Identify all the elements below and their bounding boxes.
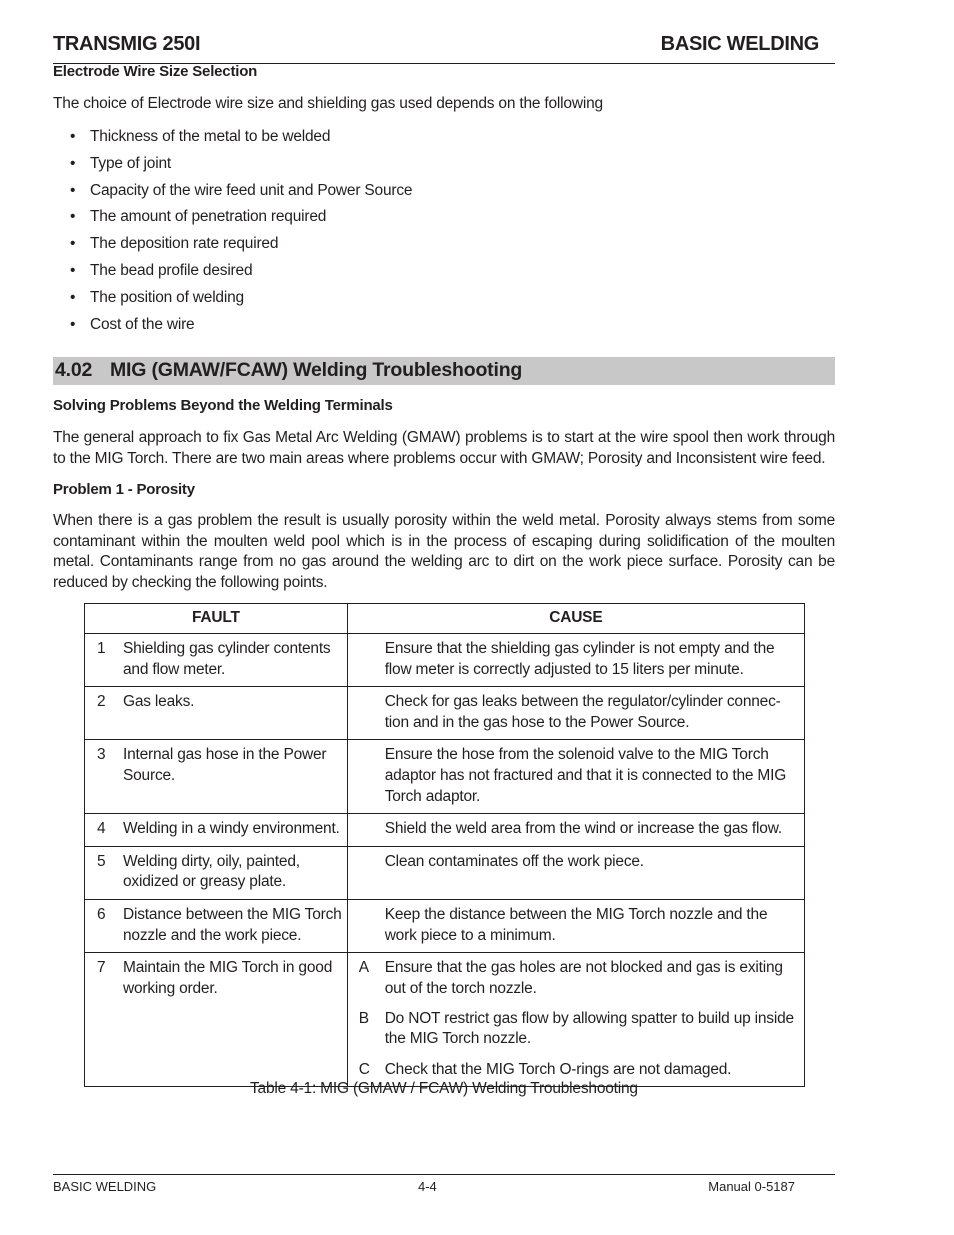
- cause-item: [348, 1060, 802, 1081]
- fault-text: Internal gas hose in the Power Source.: [123, 746, 327, 784]
- cause-text: Shield the weld area from the wind or increase the gas flow.: [384, 820, 782, 838]
- cause-text: Ensure the hose from the solenoid valve to the MIG Torch adaptor has not fractured and that it is connected to the MIG Torch adaptor.: [384, 746, 787, 805]
- fault-cell: [85, 846, 348, 899]
- cause-cell: [347, 846, 804, 899]
- fault-number: 3: [97, 746, 106, 764]
- list-item: • Capacity of the wire feed unit and Power Source: [70, 181, 412, 208]
- fault-cell: [85, 814, 348, 847]
- table-row: [85, 740, 805, 814]
- table-header-row: [85, 604, 805, 634]
- cause-cell: [347, 687, 804, 740]
- fault-cell: [85, 899, 348, 952]
- solving-heading: Solving Problems Beyond the Welding Terminals: [53, 397, 393, 414]
- fault-column-header: FAULT: [85, 604, 348, 634]
- page-number: 4-4: [418, 1179, 437, 1194]
- section-number: 4.02: [55, 359, 93, 381]
- electrode-heading: Electrode Wire Size Selection: [53, 63, 258, 80]
- table-row: [85, 846, 805, 899]
- fault-text: Gas leaks.: [123, 693, 195, 711]
- cause-text: Check for gas leaks between the regulator/cylinder connec-tion and in the gas hose to the Power Source.: [384, 693, 781, 731]
- electrode-factor-list: [70, 127, 412, 341]
- section-title-text: MIG (GMAW/FCAW) Welding Troubleshooting: [110, 359, 523, 381]
- list-item: • The deposition rate required: [70, 234, 412, 261]
- fault-number: 4: [97, 820, 106, 838]
- fault-cell: [85, 953, 348, 1087]
- table-row: [85, 687, 805, 740]
- cause-cell: [347, 740, 804, 814]
- cause-text: Ensure that the shielding gas cylinder is not empty and the flow meter is correctly adjusted to 15 liters per minute.: [384, 640, 775, 678]
- cause-item: [348, 958, 802, 999]
- list-item: • Cost of the wire: [70, 315, 412, 342]
- cause-text: Clean contaminates off the work piece.: [384, 852, 644, 870]
- footer-section: BASIC WELDING: [53, 1179, 157, 1194]
- section-heading-bar: [53, 357, 835, 385]
- cause-letter: C: [358, 1060, 370, 1078]
- cause-item: [348, 1009, 802, 1050]
- cause-letter: A: [358, 959, 369, 977]
- cause-cell: [347, 899, 804, 952]
- fault-cell: [85, 634, 348, 687]
- fault-text: Maintain the MIG Torch in good working order.: [123, 959, 333, 997]
- page-footer: [53, 1174, 835, 1199]
- fault-text: Welding in a windy environment.: [123, 820, 340, 838]
- page-header: [53, 33, 835, 64]
- solving-paragraph: The general approach to fix Gas Metal Arc Welding (GMAW) problems is to start at the wire spool then work through to the MIG Torch. There are two main areas where problems occur with GMAW; Porosity and Inconsistent wire feed.: [53, 429, 835, 467]
- list-item: • Type of joint: [70, 154, 412, 181]
- cause-column-header: CAUSE: [347, 604, 804, 634]
- fault-text: Shielding gas cylinder contents and flow meter.: [123, 640, 331, 678]
- problem-heading: Problem 1 - Porosity: [53, 481, 195, 498]
- table-row: [85, 634, 805, 687]
- cause-text: Do NOT restrict gas flow by allowing spatter to build up inside the MIG Torch nozzle.: [384, 1009, 794, 1048]
- fault-text: Welding dirty, oily, painted, oxidized or greasy plate.: [123, 852, 300, 891]
- fault-number: 2: [97, 693, 106, 711]
- list-item: • The position of welding: [70, 288, 412, 315]
- cause-text: Check that the MIG Torch O-rings are not damaged.: [384, 1060, 732, 1078]
- table-caption: Table 4-1: MIG (GMAW / FCAW) Welding Troubleshooting: [250, 1080, 638, 1097]
- fault-number: 6: [97, 905, 106, 923]
- list-item: • The bead profile desired: [70, 261, 412, 288]
- table-row: [85, 899, 805, 952]
- section-title: BASIC WELDING: [660, 33, 819, 55]
- cause-text: Ensure that the gas holes are not blocked and gas is exiting out of the torch nozzle.: [384, 959, 783, 997]
- troubleshooting-table: [84, 603, 805, 1087]
- table-row: [85, 953, 805, 1087]
- fault-cell: [85, 687, 348, 740]
- table-row: [85, 814, 805, 847]
- cause-letter: B: [358, 1009, 369, 1027]
- fault-number: 7: [97, 959, 106, 977]
- list-item: • Thickness of the metal to be welded: [70, 127, 412, 154]
- manual-number: Manual 0-5187: [708, 1179, 795, 1194]
- cause-text: Keep the distance between the MIG Torch nozzle and the work piece to a minimum.: [384, 905, 768, 944]
- problem-paragraph: When there is a gas problem the result is usually porosity within the weld metal. Porosity always stems from some contaminant within the moulten weld pool which is in the process of escaping during solidification of the moulten metal. Contaminants range from no gas around the welding arc to dirt on the work piece surface. Porosity can be reduced by checking the following points.: [53, 512, 835, 591]
- electrode-intro: The choice of Electrode wire size and shielding gas used depends on the following: [53, 95, 603, 112]
- fault-number: 5: [97, 852, 106, 870]
- list-item: • The amount of penetration required: [70, 207, 412, 234]
- fault-text: Distance between the MIG Torch nozzle and the work piece.: [123, 905, 342, 944]
- product-title: TRANSMIG 250I: [53, 33, 201, 55]
- cause-cell: [347, 814, 804, 847]
- fault-cell: [85, 740, 348, 814]
- cause-cell: [347, 953, 804, 1087]
- cause-cell: [347, 634, 804, 687]
- fault-number: 1: [97, 640, 106, 657]
